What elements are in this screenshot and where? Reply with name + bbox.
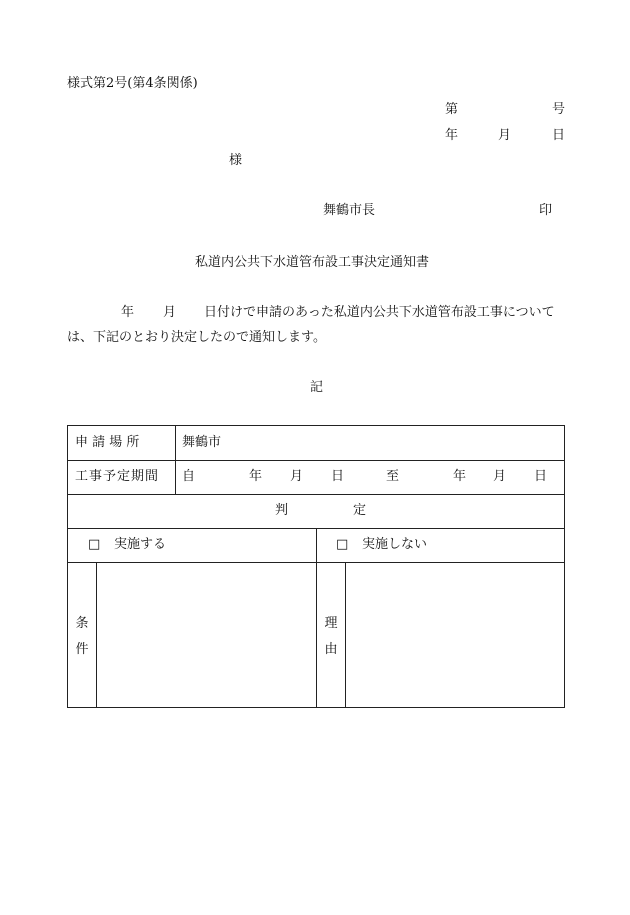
form-number: 様式第2号(第4条関係)	[67, 76, 198, 91]
date-year: 年	[445, 128, 459, 143]
document-title: 私道内公共下水道管布設工事決定通知書	[195, 255, 430, 270]
period-to-month: 月	[493, 469, 507, 484]
date-day: 日	[552, 128, 566, 143]
location-label: 申 請 場 所	[75, 435, 140, 450]
not-implement-label: 実施しない	[362, 537, 428, 552]
period-from-month: 月	[290, 469, 304, 484]
doc-number-suffix: 号	[552, 102, 566, 117]
date-month: 月	[498, 128, 512, 143]
reason-divider	[345, 562, 346, 707]
label-divider	[175, 426, 176, 494]
period-label: 工事予定期間	[75, 469, 160, 484]
decision-table	[67, 425, 565, 708]
body-text-line1: 日付けで申請のあった私道内公共下水道管布設工事について	[204, 305, 555, 320]
row-divider	[68, 494, 564, 495]
reason-label: 理由	[324, 616, 338, 657]
conditions-divider	[96, 562, 97, 707]
center-divider	[316, 528, 317, 707]
period-from-year: 年	[249, 469, 263, 484]
implement-checkbox[interactable]: □	[88, 537, 101, 552]
seal-mark: 印	[539, 203, 553, 218]
doc-number-prefix: 第	[445, 102, 459, 117]
row-divider	[68, 460, 564, 461]
body-text-line2: は、下記のとおり決定したので通知します。	[67, 330, 326, 345]
period-to-year: 年	[453, 469, 467, 484]
not-implement-checkbox[interactable]: □	[336, 537, 349, 552]
addressee-suffix: 様	[229, 153, 243, 168]
issuer-name: 舞鶴市長	[323, 203, 376, 218]
period-from: 自	[182, 469, 196, 484]
body-month: 月	[163, 305, 177, 320]
period-from-day: 日	[331, 469, 345, 484]
period-to: 至	[386, 469, 400, 484]
conditions-label: 条件	[75, 616, 89, 657]
judgment-label: 判 定	[275, 503, 367, 518]
implement-label: 実施する	[114, 537, 167, 552]
location-value: 舞鶴市	[182, 435, 222, 450]
ki-marker: 記	[310, 380, 324, 395]
body-year: 年	[121, 305, 135, 320]
period-to-day: 日	[534, 469, 548, 484]
